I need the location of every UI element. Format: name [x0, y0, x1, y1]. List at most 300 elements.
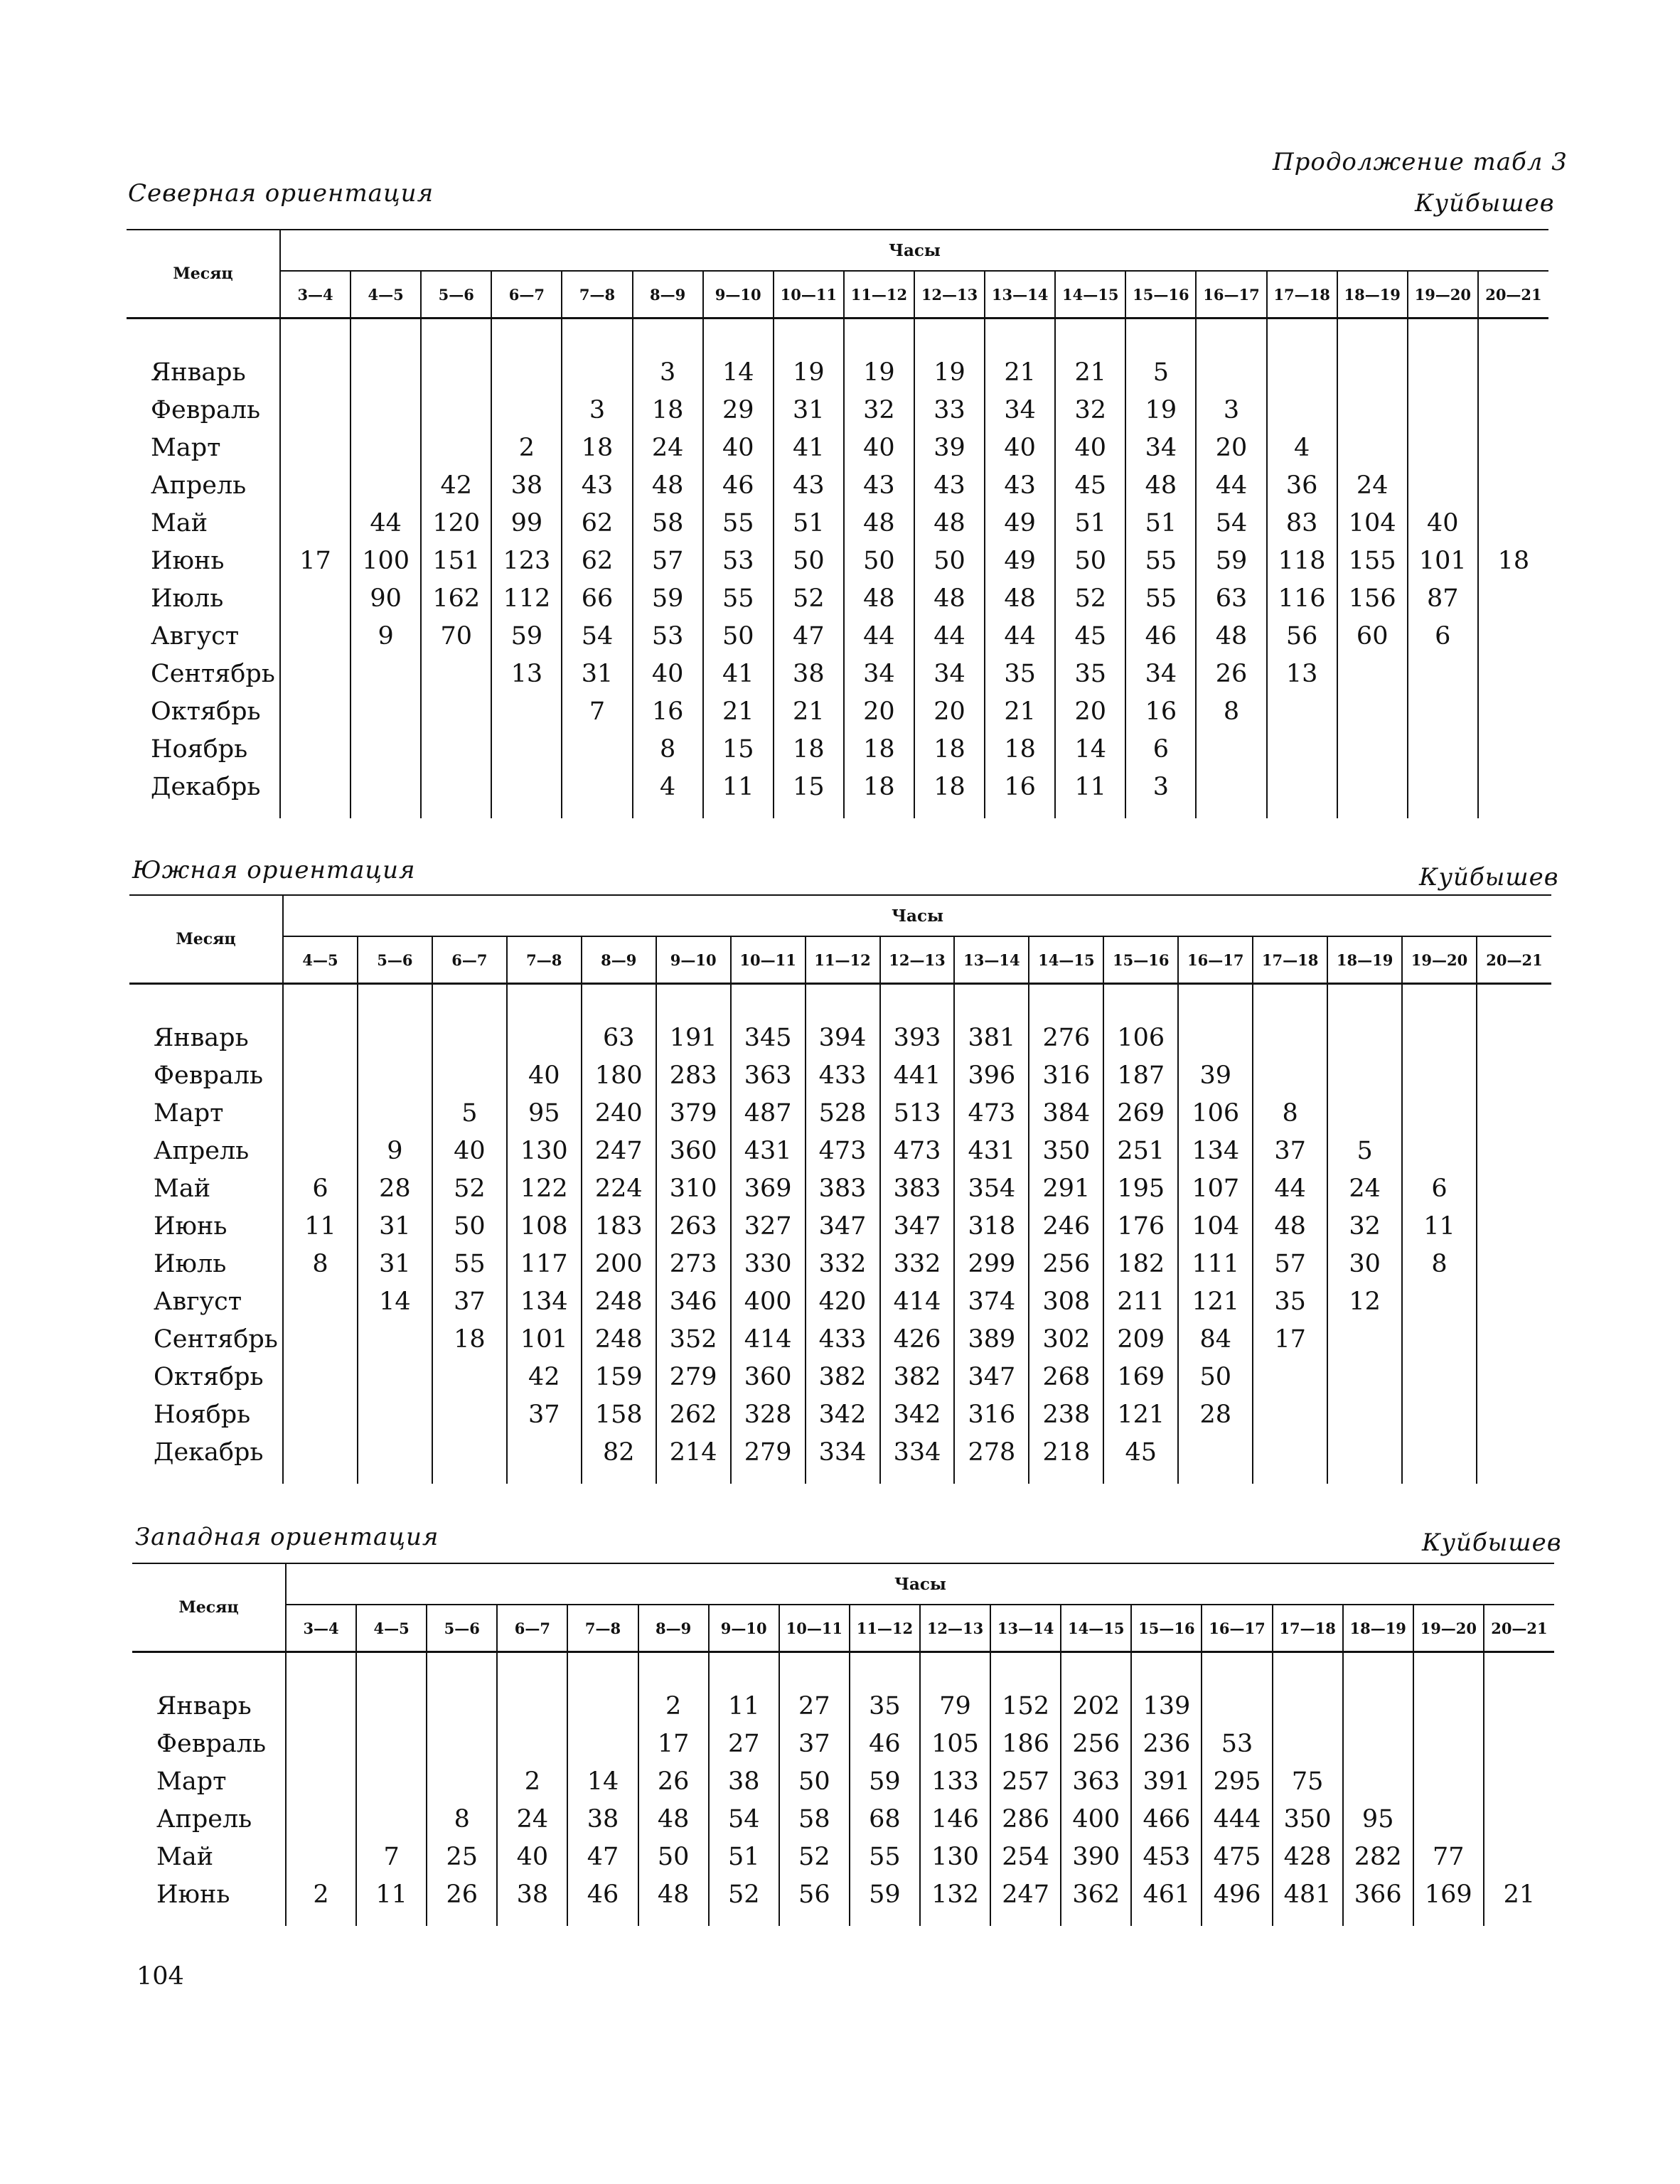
value-cell: 15: [703, 730, 774, 768]
value-cell: [283, 1320, 358, 1358]
hour-column-header: 10—11: [731, 936, 806, 984]
value-cell: [1337, 692, 1408, 730]
value-cell: 41: [774, 429, 844, 466]
value-cell: [1477, 1094, 1551, 1132]
month-cell: Август: [151, 621, 240, 651]
value-cell: 121: [1103, 1396, 1178, 1433]
value-cell: 82: [582, 1433, 656, 1471]
value-cell: [1477, 1358, 1551, 1396]
value-cell: 383: [880, 1169, 955, 1207]
value-cell: 50: [703, 617, 774, 655]
value-cell: 84: [1178, 1320, 1253, 1358]
value-cell: 38: [491, 466, 562, 504]
table-row: [129, 1169, 1551, 1207]
table-west: [132, 1563, 1554, 1926]
value-cell: [1484, 1762, 1554, 1800]
value-cell: 44: [844, 617, 914, 655]
hour-column-header: 12—13: [880, 936, 955, 984]
value-cell: 50: [774, 542, 844, 579]
value-cell: 383: [806, 1169, 880, 1207]
value-cell: 59: [633, 579, 703, 617]
hour-column-header: 12—13: [920, 1605, 990, 1652]
value-cell: 35: [1055, 655, 1125, 692]
value-cell: [283, 1019, 358, 1056]
value-cell: 106: [1103, 1019, 1178, 1056]
month-cell: Июнь: [154, 1211, 228, 1241]
hour-column-header: 20—21: [1484, 1605, 1554, 1652]
hour-column-header: 7—8: [567, 1605, 638, 1652]
value-cell: 363: [731, 1056, 806, 1094]
value-cell: [1477, 1207, 1551, 1245]
month-cell: Март: [154, 1098, 224, 1128]
hour-column-header: 9—10: [656, 936, 731, 984]
value-cell: 254: [990, 1838, 1061, 1875]
table-north: [127, 229, 1548, 818]
value-cell: [1478, 466, 1548, 504]
hour-column-header: 8—9: [633, 271, 703, 318]
value-cell: 441: [880, 1056, 955, 1094]
value-cell: [1478, 429, 1548, 466]
value-cell: 32: [1055, 391, 1125, 429]
value-cell: 345: [731, 1019, 806, 1056]
hour-column-header: 6—7: [432, 936, 507, 984]
value-cell: 87: [1408, 579, 1478, 617]
value-cell: 59: [1196, 542, 1266, 579]
value-cell: [358, 1056, 432, 1094]
value-cell: 362: [1061, 1875, 1131, 1913]
value-cell: 18: [914, 768, 985, 805]
hour-column-header: 4—5: [351, 271, 421, 318]
value-cell: 43: [562, 466, 632, 504]
value-cell: 8: [1196, 692, 1266, 730]
value-cell: [358, 1019, 432, 1056]
hour-column-header: 13—14: [985, 271, 1055, 318]
value-cell: 262: [656, 1396, 731, 1433]
hour-column-header: 6—7: [497, 1605, 567, 1652]
value-cell: [432, 1433, 507, 1471]
value-cell: 105: [920, 1725, 990, 1762]
value-cell: 32: [1327, 1207, 1402, 1245]
value-cell: [507, 1433, 582, 1471]
value-cell: 44: [351, 504, 421, 542]
value-cell: 19: [844, 353, 914, 391]
hour-column-header: 3—4: [286, 1605, 356, 1652]
value-cell: [351, 692, 421, 730]
value-cell: 44: [1253, 1169, 1327, 1207]
value-cell: 473: [806, 1132, 880, 1169]
value-cell: 38: [497, 1875, 567, 1913]
value-cell: 347: [954, 1358, 1029, 1396]
value-cell: [286, 1838, 356, 1875]
value-cell: [1196, 353, 1266, 391]
value-cell: 389: [954, 1320, 1029, 1358]
value-cell: 120: [421, 504, 491, 542]
value-cell: 51: [774, 504, 844, 542]
value-cell: 40: [497, 1838, 567, 1875]
value-cell: 56: [779, 1875, 850, 1913]
value-cell: 18: [985, 730, 1055, 768]
value-cell: [1402, 1132, 1477, 1169]
value-cell: 18: [432, 1320, 507, 1358]
value-cell: 342: [806, 1396, 880, 1433]
value-cell: 382: [880, 1358, 955, 1396]
value-cell: [1337, 730, 1408, 768]
value-cell: 101: [507, 1320, 582, 1358]
value-cell: 58: [633, 504, 703, 542]
month-cell: Апрель: [154, 1136, 250, 1165]
value-cell: 350: [1029, 1132, 1103, 1169]
table-row: [129, 1132, 1551, 1169]
value-cell: 360: [731, 1358, 806, 1396]
value-cell: [280, 391, 351, 429]
value-cell: [1337, 655, 1408, 692]
value-cell: [351, 655, 421, 692]
value-cell: [1327, 1320, 1402, 1358]
value-cell: 3: [1125, 768, 1196, 805]
table-row: [132, 1875, 1554, 1913]
value-cell: [1478, 353, 1548, 391]
value-cell: 202: [1061, 1687, 1131, 1725]
value-cell: [286, 1725, 356, 1762]
table-row: [127, 504, 1548, 542]
value-cell: 236: [1131, 1725, 1202, 1762]
table-row: [129, 1320, 1551, 1358]
value-cell: 247: [990, 1875, 1061, 1913]
value-cell: 20: [914, 692, 985, 730]
month-cell: Август: [154, 1287, 242, 1316]
value-cell: [1413, 1687, 1484, 1725]
value-cell: 46: [850, 1725, 920, 1762]
value-cell: 5: [1125, 353, 1196, 391]
table-row: [129, 1056, 1551, 1094]
value-cell: 159: [582, 1358, 656, 1396]
value-cell: 11: [356, 1875, 427, 1913]
value-cell: 32: [844, 391, 914, 429]
value-cell: 211: [1103, 1283, 1178, 1320]
month-header: Месяц: [132, 1563, 286, 1652]
value-cell: 214: [656, 1433, 731, 1471]
value-cell: [1343, 1762, 1413, 1800]
value-cell: [427, 1762, 497, 1800]
value-cell: 52: [779, 1838, 850, 1875]
value-cell: [286, 1800, 356, 1838]
month-header: Месяц: [129, 895, 283, 984]
value-cell: 433: [806, 1320, 880, 1358]
value-cell: 382: [806, 1358, 880, 1396]
month-cell: Апрель: [156, 1804, 252, 1834]
value-cell: 158: [582, 1396, 656, 1433]
value-cell: 39: [1178, 1056, 1253, 1094]
value-cell: [280, 504, 351, 542]
month-cell: Февраль: [154, 1061, 264, 1090]
value-cell: 17: [280, 542, 351, 579]
value-cell: [421, 353, 491, 391]
value-cell: 16: [633, 692, 703, 730]
value-cell: 132: [920, 1875, 990, 1913]
value-cell: [1402, 1396, 1477, 1433]
value-cell: 46: [703, 466, 774, 504]
hour-column-header: 16—17: [1178, 936, 1253, 984]
value-cell: [491, 730, 562, 768]
month-header: Месяц: [127, 230, 280, 318]
value-cell: 286: [990, 1800, 1061, 1838]
value-cell: [427, 1687, 497, 1725]
value-cell: [1408, 429, 1478, 466]
value-cell: 55: [703, 504, 774, 542]
value-cell: 308: [1029, 1283, 1103, 1320]
value-cell: 66: [562, 579, 632, 617]
hour-column-header: 15—16: [1103, 936, 1178, 984]
value-cell: 291: [1029, 1169, 1103, 1207]
value-cell: 18: [562, 429, 632, 466]
value-cell: [283, 1094, 358, 1132]
value-cell: 347: [880, 1207, 955, 1245]
value-cell: 396: [954, 1056, 1029, 1094]
hour-column-header: 14—15: [1061, 1605, 1131, 1652]
value-cell: 4: [633, 768, 703, 805]
month-cell: Июль: [154, 1249, 227, 1278]
table-row: [129, 1207, 1551, 1245]
value-cell: [562, 353, 632, 391]
table-row: [129, 1019, 1551, 1056]
value-cell: 169: [1413, 1875, 1484, 1913]
value-cell: 152: [990, 1687, 1061, 1725]
value-cell: [1477, 1169, 1551, 1207]
value-cell: [280, 655, 351, 692]
value-cell: [1253, 1396, 1327, 1433]
value-cell: 48: [914, 579, 985, 617]
hour-column-header: 18—19: [1343, 1605, 1413, 1652]
value-cell: 31: [358, 1245, 432, 1283]
value-cell: [491, 692, 562, 730]
value-cell: 473: [880, 1132, 955, 1169]
hour-column-header: 17—18: [1273, 1605, 1343, 1652]
value-cell: 34: [1125, 429, 1196, 466]
value-cell: 52: [432, 1169, 507, 1207]
value-cell: 9: [351, 617, 421, 655]
month-cell: Декабрь: [151, 772, 261, 801]
value-cell: 256: [1061, 1725, 1131, 1762]
value-cell: 59: [491, 617, 562, 655]
table-row: [127, 466, 1548, 504]
value-cell: 209: [1103, 1320, 1178, 1358]
value-cell: [283, 1132, 358, 1169]
hour-column-header: 17—18: [1267, 271, 1337, 318]
value-cell: 52: [709, 1875, 779, 1913]
value-cell: 431: [731, 1132, 806, 1169]
value-cell: 183: [582, 1207, 656, 1245]
value-cell: 40: [985, 429, 1055, 466]
hour-column-header: 19—20: [1402, 936, 1477, 984]
value-cell: 347: [806, 1207, 880, 1245]
value-cell: 8: [427, 1800, 497, 1838]
value-cell: 6: [1125, 730, 1196, 768]
value-cell: [1408, 353, 1478, 391]
value-cell: [421, 429, 491, 466]
value-cell: 40: [844, 429, 914, 466]
hour-column-header: 10—11: [779, 1605, 850, 1652]
value-cell: 20: [844, 692, 914, 730]
value-cell: 51: [1055, 504, 1125, 542]
value-cell: 394: [806, 1019, 880, 1056]
month-cell: Май: [156, 1842, 214, 1871]
value-cell: 48: [1253, 1207, 1327, 1245]
continuation-label: Продолжение табл 3: [1273, 148, 1568, 176]
month-cell: Май: [154, 1174, 211, 1203]
value-cell: 263: [656, 1207, 731, 1245]
value-cell: 444: [1202, 1800, 1272, 1838]
value-cell: 391: [1131, 1762, 1202, 1800]
value-cell: [351, 429, 421, 466]
value-cell: 100: [351, 542, 421, 579]
section-city-north: Куйбышев: [1415, 189, 1555, 218]
month-cell: Июль: [151, 584, 224, 613]
value-cell: [432, 1396, 507, 1433]
value-cell: 51: [1125, 504, 1196, 542]
value-cell: 111: [1178, 1245, 1253, 1283]
value-cell: [286, 1762, 356, 1800]
value-cell: 466: [1131, 1800, 1202, 1838]
value-cell: [1267, 768, 1337, 805]
hour-column-header: 3—4: [280, 271, 351, 318]
value-cell: 3: [633, 353, 703, 391]
value-cell: 37: [1253, 1132, 1327, 1169]
value-cell: 55: [1125, 542, 1196, 579]
value-cell: 11: [1055, 768, 1125, 805]
value-cell: [351, 730, 421, 768]
value-cell: [1273, 1687, 1343, 1725]
value-cell: 461: [1131, 1875, 1202, 1913]
value-cell: 257: [990, 1762, 1061, 1800]
value-cell: 121: [1178, 1283, 1253, 1320]
value-cell: 58: [779, 1800, 850, 1838]
value-cell: 390: [1061, 1838, 1131, 1875]
value-cell: 182: [1103, 1245, 1178, 1283]
value-cell: 19: [774, 353, 844, 391]
value-cell: 77: [1413, 1838, 1484, 1875]
hour-column-header: 19—20: [1408, 271, 1478, 318]
value-cell: 26: [427, 1875, 497, 1913]
value-cell: 453: [1131, 1838, 1202, 1875]
value-cell: [1478, 504, 1548, 542]
value-cell: 14: [1055, 730, 1125, 768]
value-cell: 43: [844, 466, 914, 504]
value-cell: [1402, 1283, 1477, 1320]
value-cell: 40: [1408, 504, 1478, 542]
month-cell: Январь: [151, 358, 246, 387]
value-cell: 2: [491, 429, 562, 466]
month-cell: Октябрь: [151, 697, 261, 726]
value-cell: 346: [656, 1283, 731, 1320]
value-cell: [1408, 391, 1478, 429]
month-cell: Февраль: [151, 395, 261, 424]
value-cell: 62: [562, 504, 632, 542]
value-cell: 70: [421, 617, 491, 655]
value-cell: [356, 1725, 427, 1762]
month-cell: Март: [151, 433, 221, 462]
value-cell: 282: [1343, 1838, 1413, 1875]
value-cell: [1178, 1019, 1253, 1056]
value-cell: [567, 1725, 638, 1762]
table-row: [127, 655, 1548, 692]
value-cell: 41: [703, 655, 774, 692]
value-cell: [351, 466, 421, 504]
value-cell: 31: [774, 391, 844, 429]
value-cell: 6: [1402, 1169, 1477, 1207]
value-cell: 200: [582, 1245, 656, 1283]
value-cell: 316: [954, 1396, 1029, 1433]
value-cell: 48: [914, 504, 985, 542]
month-cell: Апрель: [151, 471, 247, 500]
value-cell: [421, 730, 491, 768]
value-cell: [1402, 1094, 1477, 1132]
value-cell: 21: [1484, 1875, 1554, 1913]
value-cell: 374: [954, 1283, 1029, 1320]
value-cell: 513: [880, 1094, 955, 1132]
hours-header: Часы: [280, 230, 1548, 271]
value-cell: 55: [1125, 579, 1196, 617]
value-cell: 18: [774, 730, 844, 768]
hour-column-header: 11—12: [850, 1605, 920, 1652]
hour-column-header: 4—5: [283, 936, 358, 984]
table-row: [129, 1396, 1551, 1433]
value-cell: [280, 768, 351, 805]
value-cell: [491, 391, 562, 429]
hour-column-header: 8—9: [638, 1605, 709, 1652]
value-cell: 299: [954, 1245, 1029, 1283]
value-cell: 283: [656, 1056, 731, 1094]
value-cell: 43: [914, 466, 985, 504]
value-cell: [1253, 1358, 1327, 1396]
value-cell: 90: [351, 579, 421, 617]
value-cell: 414: [731, 1320, 806, 1358]
value-cell: 139: [1131, 1687, 1202, 1725]
value-cell: 28: [358, 1169, 432, 1207]
value-cell: 400: [1061, 1800, 1131, 1838]
value-cell: [1196, 730, 1266, 768]
value-cell: 369: [731, 1169, 806, 1207]
value-cell: [1253, 1056, 1327, 1094]
value-cell: 29: [703, 391, 774, 429]
value-cell: 473: [954, 1094, 1029, 1132]
value-cell: 54: [1196, 504, 1266, 542]
value-cell: [356, 1762, 427, 1800]
value-cell: 56: [1267, 617, 1337, 655]
value-cell: 43: [774, 466, 844, 504]
value-cell: 366: [1343, 1875, 1413, 1913]
value-cell: 13: [491, 655, 562, 692]
table-row: [129, 1283, 1551, 1320]
value-cell: 108: [507, 1207, 582, 1245]
value-cell: [1327, 1396, 1402, 1433]
value-cell: 52: [1055, 579, 1125, 617]
value-cell: [491, 768, 562, 805]
value-cell: 18: [844, 768, 914, 805]
value-cell: [421, 391, 491, 429]
value-cell: 247: [582, 1132, 656, 1169]
value-cell: 487: [731, 1094, 806, 1132]
value-cell: 5: [432, 1094, 507, 1132]
value-cell: [1402, 1056, 1477, 1094]
hour-column-header: 7—8: [562, 271, 632, 318]
value-cell: 34: [844, 655, 914, 692]
table-row: [127, 542, 1548, 579]
table-row: [129, 1358, 1551, 1396]
value-cell: 11: [709, 1687, 779, 1725]
month-cell: Январь: [154, 1023, 249, 1052]
section-city-west: Куйбышев: [1422, 1529, 1562, 1557]
value-cell: 44: [985, 617, 1055, 655]
